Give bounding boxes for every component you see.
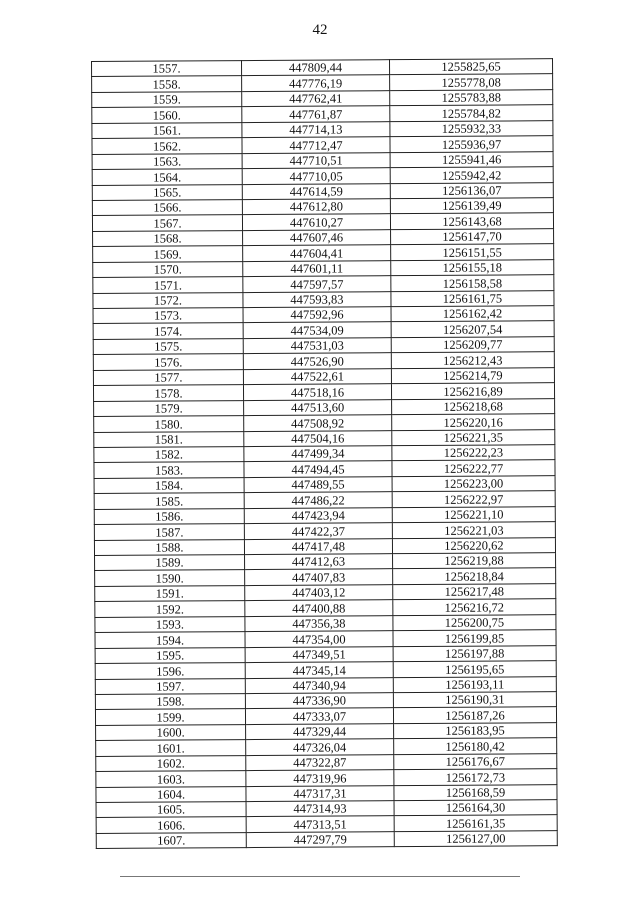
y-coordinate-cell: 1255941,46 [390, 151, 553, 167]
point-number-cell: 1598. [95, 694, 245, 710]
y-coordinate-cell: 1256139,49 [390, 198, 553, 214]
x-coordinate-cell: 447400,88 [245, 600, 393, 616]
x-coordinate-cell: 447349,51 [245, 646, 393, 662]
point-number-cell: 1591. [95, 585, 245, 601]
y-coordinate-cell: 1256155,18 [391, 259, 554, 275]
point-number-cell: 1577. [93, 369, 243, 385]
point-number-cell: 1596. [95, 663, 245, 679]
y-coordinate-cell: 1256221,35 [392, 429, 555, 445]
y-coordinate-cell: 1256197,88 [393, 645, 556, 661]
x-coordinate-cell: 447417,48 [244, 538, 392, 554]
x-coordinate-cell: 447614,59 [242, 183, 390, 199]
coordinates-table-body [92, 59, 558, 849]
x-coordinate-cell: 447607,46 [243, 229, 391, 245]
y-coordinate-cell: 1256195,65 [393, 661, 556, 677]
x-coordinate-cell: 447712,47 [242, 137, 390, 153]
y-coordinate-cell: 1255932,33 [390, 120, 553, 136]
x-coordinate-cell: 447534,09 [243, 322, 391, 338]
y-coordinate-cell: 1256200,75 [393, 614, 556, 630]
point-number-cell: 1597. [95, 678, 245, 694]
y-coordinate-cell: 1256219,88 [393, 553, 556, 569]
x-coordinate-cell: 447531,03 [243, 338, 391, 354]
x-coordinate-cell: 447317,31 [246, 785, 394, 801]
x-coordinate-cell: 447761,87 [242, 106, 390, 122]
x-coordinate-cell: 447423,94 [244, 507, 392, 523]
point-number-cell: 1564. [92, 169, 242, 185]
point-number-cell: 1599. [95, 709, 245, 725]
x-coordinate-cell: 447601,11 [243, 260, 391, 276]
x-coordinate-cell: 447593,83 [243, 291, 391, 307]
point-number-cell: 1606. [96, 817, 246, 833]
point-number-cell: 1568. [93, 230, 243, 246]
y-coordinate-cell: 1256216,72 [393, 599, 556, 615]
point-number-cell: 1573. [93, 308, 243, 324]
x-coordinate-cell: 447518,16 [243, 384, 391, 400]
point-number-cell: 1607. [96, 832, 246, 848]
point-number-cell: 1557. [92, 61, 242, 77]
point-number-cell: 1590. [95, 570, 245, 586]
point-number-cell: 1560. [92, 107, 242, 123]
x-coordinate-cell: 447314,93 [246, 801, 394, 817]
x-coordinate-cell: 447319,96 [246, 770, 394, 786]
x-coordinate-cell: 447762,41 [242, 91, 390, 107]
y-coordinate-cell: 1256176,67 [394, 753, 557, 769]
x-coordinate-cell: 447340,94 [245, 677, 393, 693]
point-number-cell: 1574. [93, 323, 243, 339]
y-coordinate-cell: 1256136,07 [390, 182, 553, 198]
y-coordinate-cell: 1256220,16 [392, 414, 555, 430]
y-coordinate-cell: 1255825,65 [389, 59, 552, 75]
x-coordinate-cell: 447354,00 [245, 631, 393, 647]
x-coordinate-cell: 447776,19 [242, 75, 390, 91]
point-number-cell: 1561. [92, 122, 242, 138]
x-coordinate-cell: 447322,87 [246, 754, 394, 770]
point-number-cell: 1595. [95, 647, 245, 663]
table-row [96, 831, 557, 849]
y-coordinate-cell: 1256222,77 [392, 460, 555, 476]
y-coordinate-cell: 1256222,97 [392, 491, 555, 507]
point-number-cell: 1584. [94, 477, 244, 493]
y-coordinate-cell: 1256158,58 [391, 275, 554, 291]
x-coordinate-cell: 447710,51 [242, 152, 390, 168]
y-coordinate-cell: 1256217,48 [393, 584, 556, 600]
x-coordinate-cell: 447489,55 [244, 476, 392, 492]
point-number-cell: 1563. [92, 153, 242, 169]
x-coordinate-cell: 447504,16 [244, 430, 392, 446]
y-coordinate-cell: 1256180,42 [394, 738, 557, 754]
point-number-cell: 1559. [92, 91, 242, 107]
x-coordinate-cell: 447522,61 [243, 368, 391, 384]
point-number-cell: 1569. [93, 246, 243, 262]
point-number-cell: 1602. [96, 755, 246, 771]
point-number-cell: 1578. [93, 385, 243, 401]
y-coordinate-cell: 1256127,00 [394, 831, 557, 847]
x-coordinate-cell: 447604,41 [243, 245, 391, 261]
point-number-cell: 1600. [96, 724, 246, 740]
point-number-cell: 1558. [92, 76, 242, 92]
y-coordinate-cell: 1256222,23 [392, 445, 555, 461]
y-coordinate-cell: 1256207,54 [391, 321, 554, 337]
y-coordinate-cell: 1256161,35 [394, 815, 557, 831]
point-number-cell: 1580. [94, 416, 244, 432]
y-coordinate-cell: 1256193,11 [393, 676, 556, 692]
y-coordinate-cell: 1256151,55 [391, 244, 554, 260]
x-coordinate-cell: 447333,07 [245, 708, 393, 724]
y-coordinate-cell: 1256214,79 [391, 367, 554, 383]
point-number-cell: 1575. [93, 338, 243, 354]
page-number: 42 [312, 22, 328, 38]
y-coordinate-cell: 1256216,89 [391, 383, 554, 399]
x-coordinate-cell: 447714,13 [242, 121, 390, 137]
x-coordinate-cell: 447345,14 [245, 662, 393, 678]
point-number-cell: 1570. [93, 261, 243, 277]
x-coordinate-cell: 447710,05 [242, 168, 390, 184]
point-number-cell: 1582. [94, 447, 244, 463]
x-coordinate-cell: 447356,38 [245, 615, 393, 631]
y-coordinate-cell: 1256187,26 [393, 707, 556, 723]
point-number-cell: 1572. [93, 292, 243, 308]
x-coordinate-cell: 447297,79 [246, 832, 394, 848]
x-coordinate-cell: 447526,90 [243, 353, 391, 369]
point-number-cell: 1587. [94, 524, 244, 540]
coordinates-table [91, 58, 558, 849]
y-coordinate-cell: 1256212,43 [391, 352, 554, 368]
x-coordinate-cell: 447407,83 [245, 569, 393, 585]
x-coordinate-cell: 447612,80 [242, 199, 390, 215]
x-coordinate-cell: 447499,34 [244, 446, 392, 462]
y-coordinate-cell: 1256162,42 [391, 306, 554, 322]
x-coordinate-cell: 447403,12 [245, 585, 393, 601]
x-coordinate-cell: 447610,27 [242, 214, 390, 230]
y-coordinate-cell: 1256218,84 [393, 568, 556, 584]
point-number-cell: 1593. [95, 616, 245, 632]
y-coordinate-cell: 1255942,42 [390, 167, 553, 183]
point-number-cell: 1583. [94, 462, 244, 478]
y-coordinate-cell: 1256221,10 [392, 506, 555, 522]
x-coordinate-cell: 447508,92 [244, 415, 392, 431]
point-number-cell: 1576. [93, 354, 243, 370]
point-number-cell: 1565. [92, 184, 242, 200]
point-number-cell: 1594. [95, 632, 245, 648]
point-number-cell: 1567. [92, 215, 242, 231]
y-coordinate-cell: 1256143,68 [390, 213, 553, 229]
x-coordinate-cell: 447592,96 [243, 307, 391, 323]
x-coordinate-cell: 447597,57 [243, 276, 391, 292]
y-coordinate-cell: 1256161,75 [391, 290, 554, 306]
point-number-cell: 1586. [94, 508, 244, 524]
point-number-cell: 1603. [96, 771, 246, 787]
y-coordinate-cell: 1256218,68 [392, 398, 555, 414]
x-coordinate-cell: 447412,63 [245, 554, 393, 570]
point-number-cell: 1579. [94, 400, 244, 416]
point-number-cell: 1604. [96, 786, 246, 802]
point-number-cell: 1605. [96, 802, 246, 818]
y-coordinate-cell: 1256190,31 [393, 692, 556, 708]
x-coordinate-cell: 447486,22 [244, 492, 392, 508]
x-coordinate-cell: 447313,51 [246, 816, 394, 832]
y-coordinate-cell: 1256220,62 [392, 537, 555, 553]
point-number-cell: 1562. [92, 138, 242, 154]
x-coordinate-cell: 447494,45 [244, 461, 392, 477]
y-coordinate-cell: 1255783,88 [390, 90, 553, 106]
point-number-cell: 1592. [95, 601, 245, 617]
point-number-cell: 1601. [96, 740, 246, 756]
point-number-cell: 1589. [95, 555, 245, 571]
y-coordinate-cell: 1256183,95 [394, 722, 557, 738]
x-coordinate-cell: 447513,60 [244, 399, 392, 415]
x-coordinate-cell: 447809,44 [242, 60, 390, 76]
point-number-cell: 1566. [92, 200, 242, 216]
y-coordinate-cell: 1256209,77 [391, 337, 554, 353]
y-coordinate-cell: 1256168,59 [394, 784, 557, 800]
bottom-divider [120, 876, 520, 877]
y-coordinate-cell: 1256199,85 [393, 630, 556, 646]
y-coordinate-cell: 1256147,70 [391, 228, 554, 244]
x-coordinate-cell: 447422,37 [244, 523, 392, 539]
x-coordinate-cell: 447329,44 [246, 723, 394, 739]
y-coordinate-cell: 1255784,82 [390, 105, 553, 121]
point-number-cell: 1588. [94, 539, 244, 555]
y-coordinate-cell: 1256221,03 [392, 522, 555, 538]
x-coordinate-cell: 447336,90 [245, 693, 393, 709]
y-coordinate-cell: 1256164,30 [394, 800, 557, 816]
y-coordinate-cell: 1256223,00 [392, 475, 555, 491]
y-coordinate-cell: 1255936,97 [390, 136, 553, 152]
x-coordinate-cell: 447326,04 [246, 739, 394, 755]
point-number-cell: 1571. [93, 277, 243, 293]
y-coordinate-cell: 1255778,08 [390, 74, 553, 90]
point-number-cell: 1581. [94, 431, 244, 447]
point-number-cell: 1585. [94, 493, 244, 509]
y-coordinate-cell: 1256172,73 [394, 769, 557, 785]
